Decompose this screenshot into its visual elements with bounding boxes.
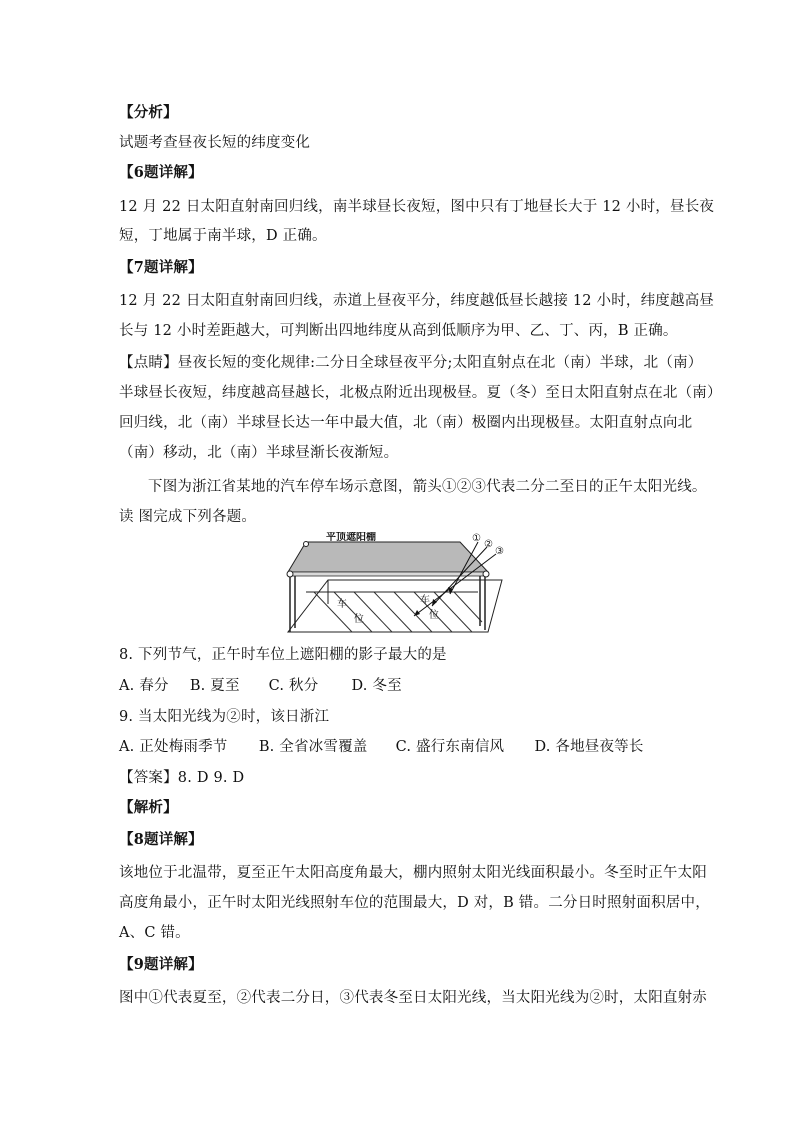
- post-cap-left: [287, 571, 293, 577]
- q6-line-1: 12 月 22 日太阳直射南回归线，南半球昼长夜短，图中只有丁地昼长大于 12 小时，昼长夜: [119, 199, 715, 215]
- tip-line-4: （南）移动，北（南）半球昼渐长夜渐短。: [119, 445, 399, 461]
- canopy-edge: [288, 572, 488, 576]
- intro-line-2: 读 图完成下列各题。: [119, 509, 257, 525]
- q8-option-a[interactable]: A. 春分: [119, 678, 169, 694]
- ray-label-3: ③: [495, 546, 504, 557]
- heading-analysis: 【分析】: [119, 104, 178, 121]
- q8-heading: 【8题详解】: [119, 831, 203, 848]
- ray-label-2: ②: [484, 539, 493, 550]
- parking-ground: [288, 580, 502, 632]
- q9-option-b[interactable]: B. 全省冰雪覆盖: [258, 739, 368, 755]
- q8-line-3: A、C 错。: [119, 925, 190, 941]
- q7-line-1: 12 月 22 日太阳直射南回归线，赤道上昼夜平分，纬度越低昼长越接 12 小时，纬度越高昼: [119, 293, 715, 309]
- heading-explain: 【解析】: [119, 799, 178, 816]
- tip-line-1: 【点睛】昼夜长短的变化规律:二分日全球昼夜平分;太阳直射点在北（南）半球，北（南）: [119, 355, 703, 371]
- q6-heading: 【6题详解】: [119, 164, 203, 181]
- analysis-text: 试题考查昼夜长短的纬度变化: [119, 135, 311, 151]
- parking-hatch: [314, 592, 482, 632]
- tip-line-3: 回归线，北（南）半球昼长达一年中最大值，北（南）极圈内出现极昼。太阳直射点向北: [119, 415, 693, 431]
- q9-line-1: 图中①代表夏至，②代表二分日，③代表冬至日太阳光线，当太阳光线为②时，太阳直射赤: [119, 990, 707, 1006]
- canopy-title: 平顶遮阳棚: [326, 532, 376, 543]
- intro-line-1: 下图为浙江省某地的汽车停车场示意图，箭头①②③代表二分二至日的正午太阳光线。: [148, 479, 707, 495]
- q8-options: [119, 676, 679, 696]
- parking-lot-figure: [282, 532, 512, 636]
- canopy-roof: [288, 542, 488, 572]
- slot-label-1: 车: [337, 599, 347, 610]
- slot-label-4: 位: [429, 610, 439, 621]
- q9-option-d[interactable]: D. 各地昼夜等长: [534, 739, 644, 755]
- slot-label-3: 车: [420, 595, 430, 606]
- q9-option-c[interactable]: C. 盛行东南信风: [395, 739, 505, 755]
- q7-line-2: 长与 12 小时差距越大，可判断出四地纬度从高到低顺序为甲、乙、丁、丙，B 正确。: [119, 323, 678, 339]
- post-cap-right: [483, 571, 489, 577]
- q6-line-2: 短，丁地属于南半球，D 正确。: [119, 228, 327, 244]
- q8-stem: 8. 下列节气，正午时车位上遮阳棚的影子最大的是: [119, 647, 447, 663]
- q8-line-1: 该地位于北温带，夏至正午太阳高度角最大，棚内照射太阳光线面积最小。冬至时正午太阳: [119, 865, 707, 881]
- q9-stem: 9. 当太阳光线为②时，该日浙江: [119, 709, 330, 725]
- answer-line: 【答案】8. D 9. D: [119, 770, 245, 786]
- post-cap-back: [304, 542, 309, 547]
- ray-label-1: ①: [472, 533, 481, 544]
- q9-option-a[interactable]: A. 正处梅雨季节: [119, 739, 228, 755]
- q7-heading: 【7题详解】: [119, 259, 203, 276]
- q8-option-b[interactable]: B. 夏至: [189, 678, 240, 694]
- q9-options: [119, 737, 679, 757]
- q8-option-c[interactable]: C. 秋分: [268, 678, 319, 694]
- q8-line-2: 高度角最小，正午时太阳光线照射车位的范围最大，D 对，B 错。二分日时照射面积居中，: [119, 895, 710, 911]
- q9-heading: 【9题详解】: [119, 956, 203, 973]
- q8-option-d[interactable]: D. 冬至: [351, 678, 402, 694]
- tip-line-2: 半球昼长夜短，纬度越高昼越长，北极点附近出现极昼。夏（冬）至日太阳直射点在北（南）: [119, 385, 722, 401]
- slot-label-2: 位: [354, 614, 364, 625]
